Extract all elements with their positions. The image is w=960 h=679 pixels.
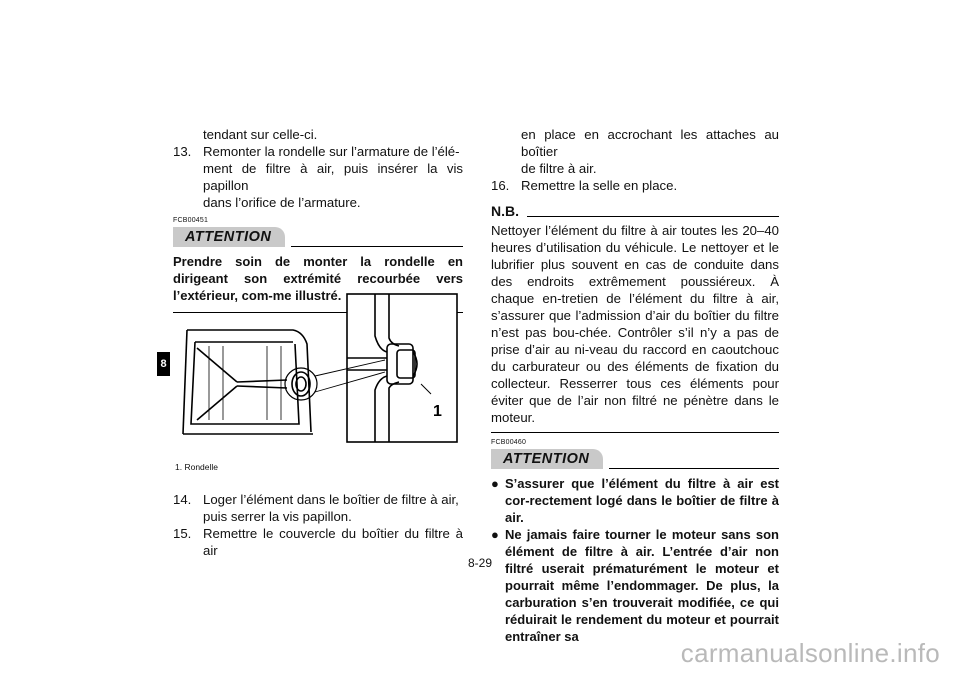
figure-caption: 1. Rondelle — [175, 462, 219, 472]
page-number: 8-29 — [467, 556, 493, 570]
attention-header — [173, 227, 463, 247]
figure-callout: 1 — [433, 403, 442, 420]
step-text-line: puis serrer la vis papillon. — [203, 509, 352, 524]
step-number: 13. — [173, 144, 192, 159]
left-column — [173, 126, 463, 313]
step-number: 16. — [491, 178, 510, 193]
attention-rule — [291, 246, 463, 247]
attention-bullet — [491, 526, 779, 645]
step-text-line: Remettre la selle en place. — [521, 178, 678, 193]
bullet-icon: ● — [491, 476, 499, 491]
bullet-text: S’assurer que l’élément du filtre à air est cor-rectement logé dans le boîtier de filtre à air. — [505, 476, 779, 525]
step-14 — [173, 491, 463, 525]
step-text-line: Remettre le couvercle du boîtier du filtre à air — [203, 526, 463, 558]
filter-frame-drawing — [183, 330, 317, 434]
note-text: Nettoyer l’élément du filtre à air toutes les 20–40 heures d’utilisation du véhicule. Le nettoyer et le lubrifier plus souvent en cas de conduite dans des endroits extrêmement poussiéreux. À chaque en-tretien de l’élément du filtre à air, s’assurer que l’admission d’air du boîtier du filtre n’est pas bou-chée. Contrôler s’il n’y a pas de prise d’air au ni-veau du raccord en caoutchouc du carburateur ou des éléments de fixation du collecteur. Resserrer tous ces éléments pour éviter que de l’air non filtré ne pénètre dans le moteur. — [491, 222, 779, 433]
step-text-line: ment de filtre à air, puis insérer la vis papillon — [203, 161, 463, 193]
attention-text: Prendre soin de monter la rondelle en dirigeant son extrémité recourbée vers l’extérieur, com-me illustré. — [173, 253, 463, 313]
step-text-line: dans l’orifice de l’armature. — [203, 195, 361, 210]
step-15 — [173, 525, 463, 559]
washer-illustration — [175, 292, 459, 444]
attention-rule — [609, 468, 779, 469]
bullet-icon: ● — [491, 527, 499, 542]
attention-bullet — [491, 475, 779, 526]
left-column-bottom — [173, 491, 463, 559]
step15-continuation: en place en accrochant les attaches au boîtier — [521, 127, 779, 159]
watermark: carmanualsonline.info — [680, 638, 940, 668]
note-header — [491, 204, 779, 220]
step12-continuation: tendant sur celle-ci. — [203, 127, 318, 142]
attention-badge: ATTENTION — [173, 227, 285, 247]
attention-bullets — [491, 475, 779, 645]
right-column — [491, 126, 779, 645]
step-text-line: Remonter la rondelle sur l’armature de l’élé- — [203, 144, 460, 159]
attention-code: FCB00460 — [491, 439, 527, 446]
attention-header — [491, 449, 779, 469]
note-rule — [527, 216, 779, 217]
step-16 — [491, 177, 779, 194]
step-number: 15. — [173, 526, 192, 541]
note-label: N.B. — [491, 203, 519, 219]
chapter-tab: 8 — [157, 352, 170, 376]
step-text-line: Loger l’élément dans le boîtier de filtre à air, — [203, 492, 459, 507]
attention-badge: ATTENTION — [491, 449, 603, 469]
step-13 — [173, 143, 463, 211]
bullet-text: Ne jamais faire tourner le moteur sans son élément de filtre à air. L’entrée d’air non filtré userait prématurément le moteur et pourrait même l’endommager. De plus, la carburation s’en trouverait modifiée, ce qui réduirait le rendement du moteur et pourrait entraîner sa — [505, 527, 779, 644]
step-number: 14. — [173, 492, 192, 507]
attention-code: FCB00451 — [173, 217, 209, 224]
step15-continuation: de filtre à air. — [521, 161, 597, 176]
